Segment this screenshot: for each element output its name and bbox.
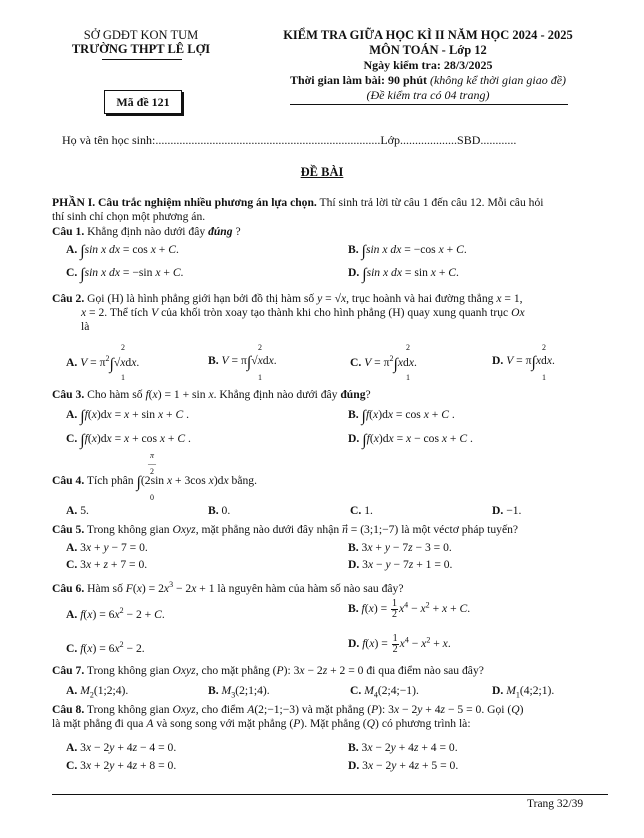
- duration: Thời gian làm bài: 90 phút: [289, 73, 427, 87]
- header-right-underline: [290, 104, 568, 105]
- q1-text: Khẳng định nào dưới đây: [87, 225, 206, 238]
- q4-option-b[interactable]: B. 0.: [208, 504, 231, 517]
- q4-upper-limit: π ― 2: [148, 451, 156, 476]
- student-name-dots: ...........................................................................: [155, 133, 381, 147]
- q2a-upper: 2: [121, 343, 125, 352]
- question-7: Câu 7. Trong không gian Oxyz, cho mặt phẳng (P): 3x − 2z + 2 = 0 đi qua điểm nào sau đây?: [52, 664, 484, 677]
- q1-option-c[interactable]: C. ∫sin x dx = −sin x + C.: [66, 266, 184, 283]
- q8-option-d[interactable]: D. 3x − 2y + 4z + 5 = 0.: [348, 759, 459, 772]
- subject: MÔN TOÁN - Lớp 12: [369, 43, 487, 57]
- q3-text-end: ?: [365, 388, 371, 401]
- q8-option-a[interactable]: A. 3x − 2y + 4z − 4 = 0.: [66, 741, 177, 754]
- exam-code: Mã đề 121: [116, 95, 170, 109]
- q7-text3: đi qua điểm nào sau đây?: [366, 664, 484, 677]
- q8-label: Câu 8.: [52, 703, 85, 716]
- q6-option-a[interactable]: A. $f(x) = 6x^2 - 2 + C$.: [66, 606, 165, 621]
- part1-instr-1: Thí sinh trả lời từ câu 1 đến câu 12. Mỗi câu hỏi: [319, 196, 544, 209]
- q3-text: Cho hàm số: [87, 388, 143, 401]
- part1-instructions: [52, 196, 607, 224]
- q2-option-d[interactable]: D. V = π∫xdx.: [492, 354, 555, 371]
- q5-option-a[interactable]: A. 3x + y − 7 = 0.: [66, 541, 148, 554]
- exam-date: Ngày kiểm tra: 28/3/2025: [363, 58, 493, 72]
- q8-text7: . Mặt phẳng: [304, 717, 360, 730]
- q5-option-c[interactable]: C. 3x + z + 7 = 0.: [66, 558, 148, 571]
- q3-text-bold: đúng: [340, 388, 366, 401]
- student-name-label: Họ và tên học sinh:: [62, 133, 156, 147]
- q6-label: Câu 6.: [52, 581, 85, 595]
- section-title: ĐỀ BÀI: [300, 165, 344, 179]
- q5-text3: là một véctơ pháp tuyến?: [401, 523, 519, 536]
- q2-option-b[interactable]: B. V = π∫√xdx.: [208, 354, 277, 371]
- q2b-upper: 2: [258, 343, 262, 352]
- student-info-line: [62, 133, 516, 148]
- q2-option-c[interactable]: C. $V = \pi^2\int xdx$.: [350, 354, 417, 373]
- q5-option-d[interactable]: D. 3x − y − 7z + 1 = 0.: [348, 558, 453, 571]
- q3-text2: . Khẳng định nào dưới đây: [213, 388, 338, 401]
- q3-label: Câu 3.: [52, 388, 85, 401]
- q4-option-a[interactable]: A. 5.: [66, 504, 89, 517]
- sbd-label: SBD: [457, 133, 481, 147]
- q4-option-c[interactable]: C. 1.: [350, 504, 373, 517]
- q2-label: Câu 2.: [52, 292, 85, 305]
- q4-lower-limit: 0: [150, 493, 154, 502]
- q4-option-d[interactable]: D. −1.: [492, 504, 522, 517]
- q8-text2: , cho điểm: [195, 703, 245, 716]
- question-2: Câu 2. Gọi (H) là hình phẳng giới hạn bởi đồ thị hàm số y = √x, trục hoành và hai đường thẳng x = 1, x = 2. Thể tích V của khối tròn xoay tạo thành khi cho hình phẳng (H) quay xung quanh trục Ox là: [52, 292, 525, 333]
- q8-text8: có phương trình là:: [381, 717, 471, 730]
- q8-text3: và mặt phẳng: [301, 703, 365, 716]
- school-underline: [102, 59, 182, 60]
- question-1: [52, 225, 607, 239]
- q1-option-a[interactable]: A. ∫sin x dx = cos x + C.: [66, 243, 179, 260]
- pages-note: (Đề kiểm tra có 04 trang): [366, 88, 490, 102]
- question-5: Câu 5. Trong không gian Oxyz, mặt phẳng nào dưới đây nhận n⃗ = (3;1;−7) là một véctơ pháp tuyến?: [52, 523, 519, 536]
- q6-option-d[interactable]: D. f(x) = $\frac{1}{2}$ $x^4 - x^2 + x$.: [348, 633, 451, 655]
- part1-instr-2: thí sinh chỉ chọn một phương án.: [52, 210, 206, 223]
- q5-text2: , mặt phẳng nào dưới đây nhận: [195, 523, 340, 536]
- q6-option-b[interactable]: B. f(x) = $\frac{1}{2}$ $x^4 - x^2 + x + C$.: [348, 598, 471, 620]
- question-6: Câu 6. Hàm số $F(x) = 2x^3 - 2x + 1$ là nguyên hàm của hàm số nào sau đây?: [52, 580, 404, 595]
- q8-text5: là mặt phẳng đi qua: [52, 717, 144, 730]
- exam-title: KIỂM TRA GIỮA HỌC KÌ II NĂM HỌC 2024 - 2025: [283, 28, 573, 42]
- q3-option-a[interactable]: A. ∫f(x)dx = x + sin x + C .: [66, 408, 189, 425]
- q6-text: Hàm số: [87, 581, 123, 595]
- q5-label: Câu 5.: [52, 523, 85, 536]
- q8-option-b[interactable]: B. 3x − 2y + 4z + 4 = 0.: [348, 741, 458, 754]
- q4-label: Câu 4.: [52, 474, 85, 487]
- class-dots: ...................: [400, 133, 458, 147]
- q8-option-c[interactable]: C. 3x + 2y + 4z + 8 = 0.: [66, 759, 177, 772]
- q2-text3: . Thể tích: [104, 306, 149, 319]
- q2b-lower: 1: [258, 373, 262, 382]
- q7-option-b[interactable]: B. $M_3(2;1;4)$.: [208, 684, 270, 700]
- q2c-lower: 1: [406, 373, 410, 382]
- q2d-upper: 2: [542, 343, 546, 352]
- q6-option-c[interactable]: C. $f(x) = 6x^2 - 2$.: [66, 640, 145, 655]
- page-number: Trang 32/39: [527, 798, 584, 810]
- q4-text: Tích phân: [86, 474, 134, 487]
- q3-option-d[interactable]: D. ∫f(x)dx = x − cos x + C .: [348, 432, 473, 449]
- q7-label: Câu 7.: [52, 664, 85, 677]
- q8-text6: và song song với mặt phẳng: [156, 717, 287, 730]
- school-name: TRƯỜNG THPT LÊ LỢI: [71, 42, 211, 56]
- q4-text2: bằng.: [231, 474, 257, 487]
- q1-text-bold: đúng: [208, 225, 233, 238]
- q7-option-a[interactable]: A. $M_2(1;2;4)$.: [66, 684, 129, 700]
- q2c-upper: 2: [406, 343, 410, 352]
- q2d-lower: 1: [542, 373, 546, 382]
- q8-text4: . Gọi: [481, 703, 505, 716]
- q2-text5: là: [80, 320, 90, 333]
- class-label: Lớp: [380, 133, 401, 147]
- q1-option-d[interactable]: D. ∫sin x dx = sin x + C.: [348, 266, 459, 283]
- q3-option-b[interactable]: B. ∫f(x)dx = cos x + C .: [348, 408, 455, 425]
- q6-text2: là nguyên hàm của hàm số nào sau đây?: [217, 581, 404, 595]
- footer-rule: [52, 794, 608, 795]
- q7-text: Trong không gian: [86, 664, 170, 677]
- exam-code-box: [104, 90, 182, 114]
- q5-option-b[interactable]: B. 3x + y − 7z − 3 = 0.: [348, 541, 452, 554]
- q3-option-c[interactable]: C. ∫f(x)dx = x + cos x + C .: [66, 432, 191, 449]
- q1-text-end: ?: [235, 225, 241, 238]
- q8-text: Trong không gian: [86, 703, 170, 716]
- q7-option-c[interactable]: C. $M_4(2;4;-1)$.: [350, 684, 419, 700]
- q2-text1: Gọi (H) là hình phẳng giới hạn bởi đồ thị hàm số: [87, 292, 315, 305]
- q1-option-b[interactable]: B. ∫sin x dx = −cos x + C.: [348, 243, 467, 260]
- q7-option-d[interactable]: D. $M_1(4;2;1)$.: [492, 684, 555, 700]
- question-8: Câu 8. Trong không gian Oxyz, cho điểm A(2;−1;−3) và mặt phẳng (P): 3x − 2y + 4z − 5 = 0. Gọi (Q) là mặt phẳng đi qua A và song song với mặt phẳng (P). Mặt phẳng (Q) có phương trình là:: [52, 703, 524, 730]
- q2-option-a[interactable]: A. $V = \pi^2\int√xdx$.: [66, 354, 140, 373]
- question-4: Câu 4. Tích phân ∫(2sin x + 3cos x)dx bằng.: [52, 474, 257, 491]
- q7-text2: , cho mặt phẳng: [195, 664, 270, 677]
- department-name: SỞ GDĐT KON TUM: [83, 28, 199, 42]
- q1-label: Câu 1.: [52, 225, 85, 238]
- q2-text4: của khối tròn xoay tạo thành khi cho hình phẳng (H) quay xung quanh trục: [161, 306, 509, 319]
- q5-text: Trong không gian: [86, 523, 170, 536]
- question-3: Câu 3. Cho hàm số f(x) = 1 + sin x. Khẳng định nào dưới đây đúng?: [52, 388, 371, 401]
- duration-line: [250, 73, 606, 88]
- part1-title: PHẦN I. Câu trắc nghiệm nhiều phương án lựa chọn.: [52, 196, 317, 209]
- duration-note: (không kể thời gian giao đề): [429, 73, 567, 87]
- sbd-dots: ............: [480, 133, 517, 147]
- q2a-lower: 1: [121, 373, 125, 382]
- q2-text2: , trục hoành và hai đường thẳng: [346, 292, 494, 305]
